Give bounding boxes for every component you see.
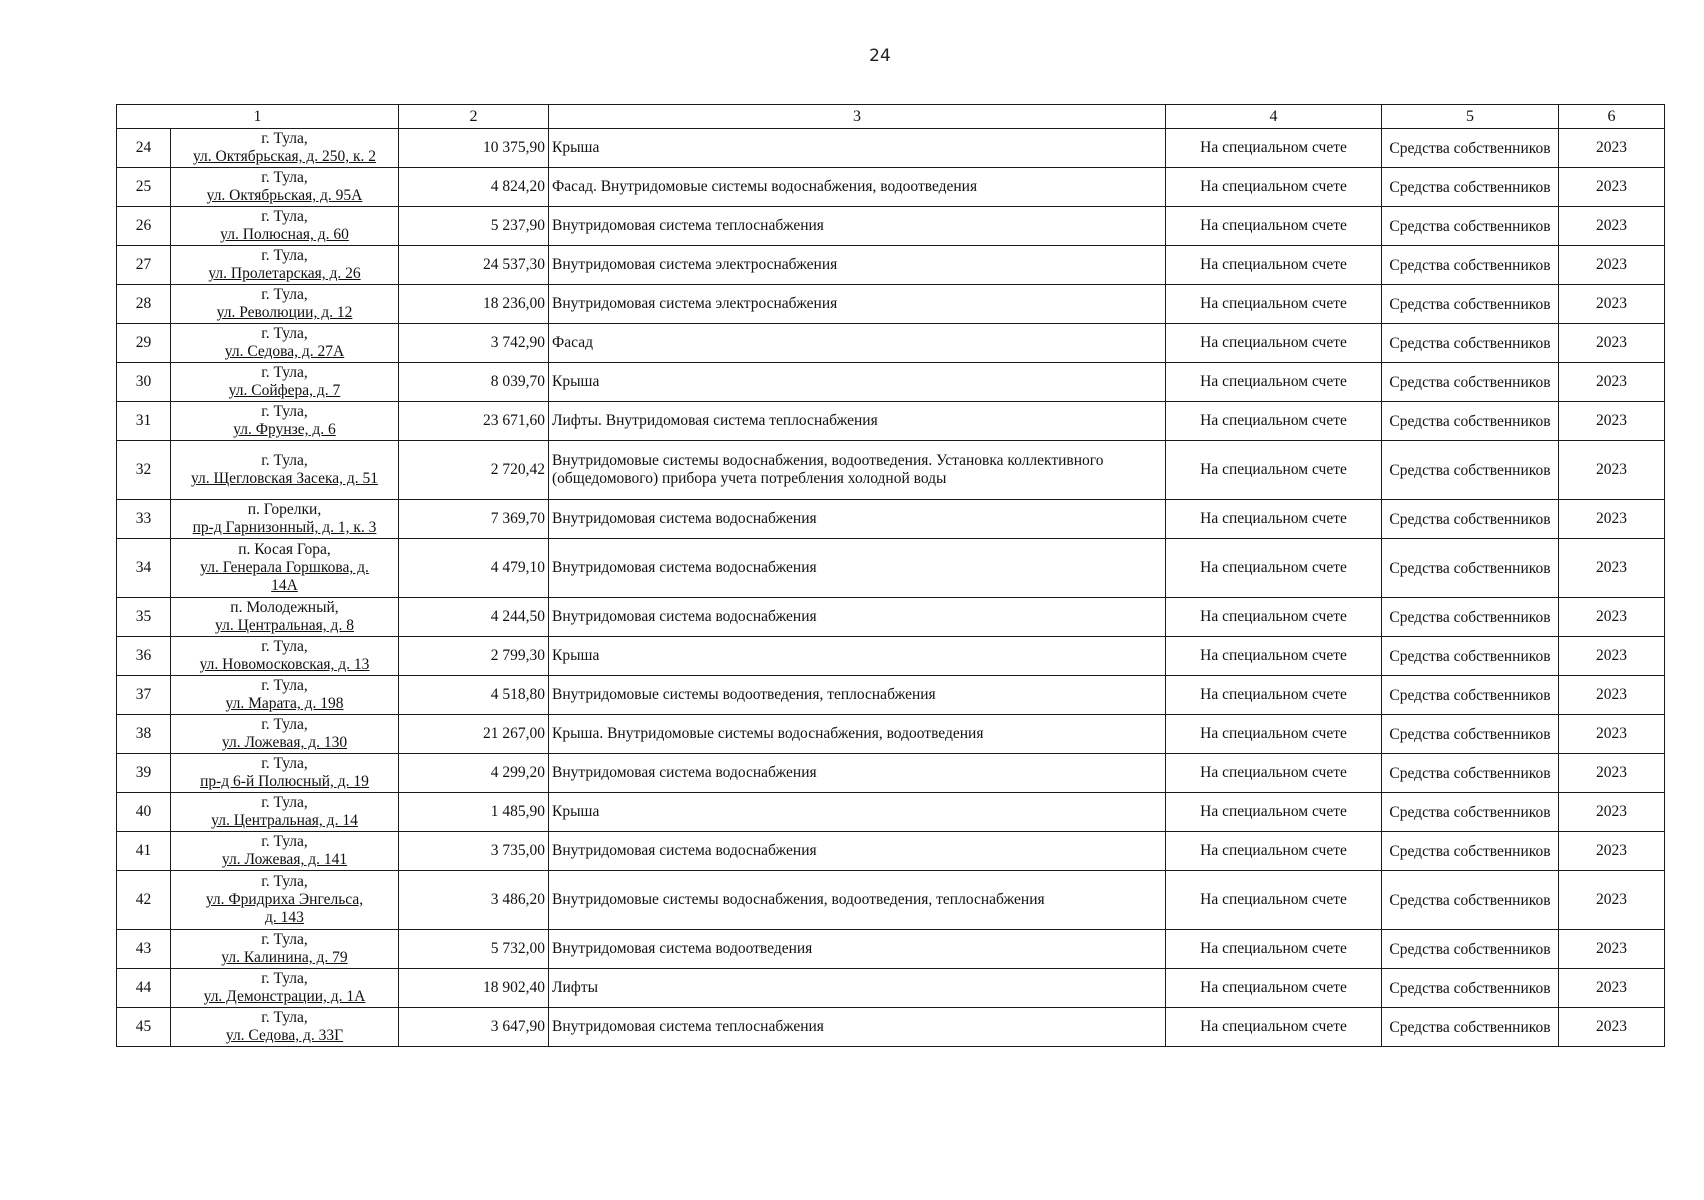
table-row xyxy=(117,832,1665,871)
address-street: ул. Демонстрации, д. 1А xyxy=(203,988,366,1005)
address-locality: г. Тула, xyxy=(261,286,308,303)
row-number: 27 xyxy=(117,246,171,285)
area-cell: 4 479,10 xyxy=(399,539,549,598)
table-row xyxy=(117,871,1665,930)
funding-source-cell: Средства собственников xyxy=(1382,598,1559,637)
address-street: ул. Полюсная, д. 60 xyxy=(220,226,349,243)
area-cell: 18 902,40 xyxy=(399,969,549,1008)
work-type-cell: Внутридомовая система электроснабжения xyxy=(549,246,1166,285)
area-cell: 7 369,70 xyxy=(399,500,549,539)
year-cell: 2023 xyxy=(1559,754,1665,793)
area-cell: 3 647,90 xyxy=(399,1008,549,1047)
address-street: ул. Ложевая, д. 141 xyxy=(221,851,348,868)
row-number: 35 xyxy=(117,598,171,637)
fund-method-cell: На специальном счете xyxy=(1166,207,1382,246)
table-row xyxy=(117,754,1665,793)
year-cell: 2023 xyxy=(1559,285,1665,324)
work-type-cell: Крыша xyxy=(549,793,1166,832)
address-locality: г. Тула, xyxy=(261,970,308,987)
header-row xyxy=(117,105,1665,129)
address-locality: г. Тула, xyxy=(261,1009,308,1026)
table-header xyxy=(117,105,1665,129)
area-cell: 5 732,00 xyxy=(399,930,549,969)
year-cell: 2023 xyxy=(1559,168,1665,207)
table-row xyxy=(117,793,1665,832)
address-street: пр-д Гарнизонный, д. 1, к. 3 xyxy=(192,519,377,536)
fund-method-cell: На специальном счете xyxy=(1166,441,1382,500)
funding-source-cell: Средства собственников xyxy=(1382,168,1559,207)
row-number: 44 xyxy=(117,969,171,1008)
row-number: 28 xyxy=(117,285,171,324)
work-type-cell: Внутридомовая система теплоснабжения xyxy=(549,1008,1166,1047)
work-type-cell: Фасад xyxy=(549,324,1166,363)
area-cell: 23 671,60 xyxy=(399,402,549,441)
area-cell: 24 537,30 xyxy=(399,246,549,285)
address-cell xyxy=(171,246,399,285)
fund-method-cell: На специальном счете xyxy=(1166,285,1382,324)
table-row xyxy=(117,969,1665,1008)
work-type-cell: Внутридомовая система водоснабжения xyxy=(549,539,1166,598)
year-cell: 2023 xyxy=(1559,715,1665,754)
address-locality: г. Тула, xyxy=(261,755,308,772)
address-locality: п. Горелки, xyxy=(247,501,322,518)
header-col-4: 4 xyxy=(1166,105,1382,129)
year-cell: 2023 xyxy=(1559,402,1665,441)
header-col-2: 2 xyxy=(399,105,549,129)
year-cell: 2023 xyxy=(1559,129,1665,168)
area-cell: 2 799,30 xyxy=(399,637,549,676)
address-cell xyxy=(171,754,399,793)
funding-source-cell: Средства собственников xyxy=(1382,969,1559,1008)
work-type-cell: Лифты. Внутридомовая система теплоснабжения xyxy=(549,402,1166,441)
address-cell xyxy=(171,871,399,930)
fund-method-cell: На специальном счете xyxy=(1166,598,1382,637)
address-street: ул. Центральная, д. 14 xyxy=(211,812,358,829)
address-locality: г. Тула, xyxy=(261,403,308,420)
address-locality: г. Тула, xyxy=(261,130,308,147)
year-cell: 2023 xyxy=(1559,441,1665,500)
work-type-cell: Внутридомовая система теплоснабжения xyxy=(549,207,1166,246)
address-street: ул. Пролетарская, д. 26 xyxy=(208,265,361,282)
table-row xyxy=(117,402,1665,441)
address-locality: г. Тула, xyxy=(261,931,308,948)
address-street: ул. Революции, д. 12 xyxy=(216,304,353,321)
row-number: 41 xyxy=(117,832,171,871)
funding-source-cell: Средства собственников xyxy=(1382,637,1559,676)
funding-source-cell: Средства собственников xyxy=(1382,793,1559,832)
address-street: ул. Седова, д. 27А xyxy=(224,343,345,360)
fund-method-cell: На специальном счете xyxy=(1166,129,1382,168)
fund-method-cell: На специальном счете xyxy=(1166,168,1382,207)
work-type-cell: Внутридомовая система электроснабжения xyxy=(549,285,1166,324)
year-cell: 2023 xyxy=(1559,793,1665,832)
table-row xyxy=(117,363,1665,402)
table-row xyxy=(117,598,1665,637)
table-row xyxy=(117,539,1665,598)
table-row xyxy=(117,324,1665,363)
funding-source-cell: Средства собственников xyxy=(1382,500,1559,539)
work-type-cell: Крыша xyxy=(549,637,1166,676)
address-street: ул. Седова, д. 33Г xyxy=(225,1027,344,1044)
address-cell xyxy=(171,637,399,676)
work-type-cell: Внутридомовая система водоснабжения xyxy=(549,754,1166,793)
funding-source-cell: Средства собственников xyxy=(1382,715,1559,754)
address-cell xyxy=(171,363,399,402)
row-number: 42 xyxy=(117,871,171,930)
row-number: 30 xyxy=(117,363,171,402)
area-cell: 2 720,42 xyxy=(399,441,549,500)
row-number: 31 xyxy=(117,402,171,441)
funding-source-cell: Средства собственников xyxy=(1382,539,1559,598)
funding-source-cell: Средства собственников xyxy=(1382,246,1559,285)
year-cell: 2023 xyxy=(1559,207,1665,246)
address-street: ул. Новомосковская, д. 13 xyxy=(199,656,370,673)
table-row xyxy=(117,168,1665,207)
fund-method-cell: На специальном счете xyxy=(1166,402,1382,441)
address-locality: г. Тула, xyxy=(261,677,308,694)
address-cell xyxy=(171,969,399,1008)
year-cell: 2023 xyxy=(1559,969,1665,1008)
year-cell: 2023 xyxy=(1559,871,1665,930)
work-type-cell: Фасад. Внутридомовые системы водоснабжения, водоотведения xyxy=(549,168,1166,207)
header-col-6: 6 xyxy=(1559,105,1665,129)
funding-source-cell: Средства собственников xyxy=(1382,324,1559,363)
work-type-cell: Лифты xyxy=(549,969,1166,1008)
row-number: 37 xyxy=(117,676,171,715)
row-number: 32 xyxy=(117,441,171,500)
table-row xyxy=(117,500,1665,539)
fund-method-cell: На специальном счете xyxy=(1166,832,1382,871)
fund-method-cell: На специальном счете xyxy=(1166,363,1382,402)
address-cell xyxy=(171,129,399,168)
fund-method-cell: На специальном счете xyxy=(1166,793,1382,832)
address-locality: п. Косая Гора, xyxy=(238,541,331,558)
funding-source-cell: Средства собственников xyxy=(1382,930,1559,969)
fund-method-cell: На специальном счете xyxy=(1166,676,1382,715)
address-cell xyxy=(171,539,399,598)
address-street: ул. Фридриха Энгельса, xyxy=(205,891,364,908)
page-number: 24 xyxy=(869,46,891,66)
header-col-5: 5 xyxy=(1382,105,1559,129)
funding-source-cell: Средства собственников xyxy=(1382,676,1559,715)
funding-source-cell: Средства собственников xyxy=(1382,207,1559,246)
work-type-cell: Крыша xyxy=(549,129,1166,168)
work-type-cell: Крыша xyxy=(549,363,1166,402)
address-street: ул. Октябрьская, д. 95А xyxy=(206,187,363,204)
year-cell: 2023 xyxy=(1559,500,1665,539)
row-number: 26 xyxy=(117,207,171,246)
row-number: 40 xyxy=(117,793,171,832)
area-cell: 3 486,20 xyxy=(399,871,549,930)
funding-source-cell: Средства собственников xyxy=(1382,1008,1559,1047)
table-row xyxy=(117,715,1665,754)
address-locality: г. Тула, xyxy=(261,452,308,469)
row-number: 33 xyxy=(117,500,171,539)
address-street: ул. Генерала Горшкова, д. xyxy=(200,559,369,576)
year-cell: 2023 xyxy=(1559,676,1665,715)
work-type-cell: Внутридомовая система водоснабжения xyxy=(549,598,1166,637)
fund-method-cell: На специальном счете xyxy=(1166,539,1382,598)
fund-method-cell: На специальном счете xyxy=(1166,715,1382,754)
work-type-cell: Внутридомовая система водоснабжения xyxy=(549,832,1166,871)
address-locality: г. Тула, xyxy=(261,325,308,342)
address-locality: г. Тула, xyxy=(261,716,308,733)
address-cell xyxy=(171,676,399,715)
fund-method-cell: На специальном счете xyxy=(1166,1008,1382,1047)
table-row xyxy=(117,441,1665,500)
header-col-3: 3 xyxy=(549,105,1166,129)
year-cell: 2023 xyxy=(1559,246,1665,285)
funding-source-cell: Средства собственников xyxy=(1382,441,1559,500)
row-number: 24 xyxy=(117,129,171,168)
fund-method-cell: На специальном счете xyxy=(1166,637,1382,676)
register-table xyxy=(116,104,1665,1047)
address-cell xyxy=(171,324,399,363)
area-cell: 3 735,00 xyxy=(399,832,549,871)
address-street: пр-д 6-й Полюсный, д. 19 xyxy=(200,773,369,790)
year-cell: 2023 xyxy=(1559,832,1665,871)
fund-method-cell: На специальном счете xyxy=(1166,969,1382,1008)
header-col-1: 1 xyxy=(117,105,399,129)
work-type-cell: Крыша. Внутридомовые системы водоснабжения, водоотведения xyxy=(549,715,1166,754)
address-street: ул. Щегловская Засека, д. 51 xyxy=(190,470,379,487)
address-cell xyxy=(171,832,399,871)
table-row xyxy=(117,1008,1665,1047)
address-locality: г. Тула, xyxy=(261,247,308,264)
address-street: ул. Сойфера, д. 7 xyxy=(228,382,341,399)
row-number: 38 xyxy=(117,715,171,754)
area-cell: 10 375,90 xyxy=(399,129,549,168)
area-cell: 21 267,00 xyxy=(399,715,549,754)
address-locality: г. Тула, xyxy=(261,833,308,850)
address-locality: г. Тула, xyxy=(261,873,308,890)
funding-source-cell: Средства собственников xyxy=(1382,363,1559,402)
funding-source-cell: Средства собственников xyxy=(1382,871,1559,930)
fund-method-cell: На специальном счете xyxy=(1166,754,1382,793)
table-row xyxy=(117,676,1665,715)
table-body xyxy=(117,129,1665,1047)
funding-source-cell: Средства собственников xyxy=(1382,129,1559,168)
table-row xyxy=(117,285,1665,324)
address-street: ул. Калинина, д. 79 xyxy=(221,949,348,966)
table-row xyxy=(117,246,1665,285)
row-number: 34 xyxy=(117,539,171,598)
address-cell xyxy=(171,285,399,324)
area-cell: 3 742,90 xyxy=(399,324,549,363)
table-row xyxy=(117,207,1665,246)
address-cell xyxy=(171,168,399,207)
address-locality: г. Тула, xyxy=(261,794,308,811)
year-cell: 2023 xyxy=(1559,637,1665,676)
work-type-cell: Внутридомовые системы водоотведения, теплоснабжения xyxy=(549,676,1166,715)
row-number: 45 xyxy=(117,1008,171,1047)
area-cell: 1 485,90 xyxy=(399,793,549,832)
area-cell: 4 518,80 xyxy=(399,676,549,715)
work-type-cell: Внутридомовая система водоснабжения xyxy=(549,500,1166,539)
funding-source-cell: Средства собственников xyxy=(1382,832,1559,871)
year-cell: 2023 xyxy=(1559,1008,1665,1047)
row-number: 39 xyxy=(117,754,171,793)
row-number: 29 xyxy=(117,324,171,363)
address-building: 14А xyxy=(271,577,298,594)
address-street: ул. Фрунзе, д. 6 xyxy=(233,421,336,438)
funding-source-cell: Средства собственников xyxy=(1382,754,1559,793)
address-cell xyxy=(171,500,399,539)
work-type-cell: Внутридомовая система водоотведения xyxy=(549,930,1166,969)
funding-source-cell: Средства собственников xyxy=(1382,285,1559,324)
area-cell: 8 039,70 xyxy=(399,363,549,402)
address-cell xyxy=(171,1008,399,1047)
work-type-cell: Внутридомовые системы водоснабжения, водоотведения, теплоснабжения xyxy=(549,871,1166,930)
funding-source-cell: Средства собственников xyxy=(1382,402,1559,441)
year-cell: 2023 xyxy=(1559,539,1665,598)
address-cell xyxy=(171,930,399,969)
address-cell xyxy=(171,207,399,246)
address-locality: г. Тула, xyxy=(261,169,308,186)
address-cell xyxy=(171,402,399,441)
area-cell: 5 237,90 xyxy=(399,207,549,246)
address-locality: г. Тула, xyxy=(261,364,308,381)
fund-method-cell: На специальном счете xyxy=(1166,324,1382,363)
row-number: 43 xyxy=(117,930,171,969)
row-number: 36 xyxy=(117,637,171,676)
year-cell: 2023 xyxy=(1559,363,1665,402)
table-row xyxy=(117,129,1665,168)
table-row xyxy=(117,637,1665,676)
fund-method-cell: На специальном счете xyxy=(1166,871,1382,930)
address-locality: п. Молодежный, xyxy=(230,599,339,616)
address-street: ул. Центральная, д. 8 xyxy=(215,617,354,634)
area-cell: 4 299,20 xyxy=(399,754,549,793)
address-cell xyxy=(171,715,399,754)
address-street: ул. Ложевая, д. 130 xyxy=(221,734,348,751)
address-street: ул. Марата, д. 198 xyxy=(225,695,344,712)
area-cell: 4 824,20 xyxy=(399,168,549,207)
year-cell: 2023 xyxy=(1559,598,1665,637)
work-type-cell: Внутридомовые системы водоснабжения, водоотведения. Установка коллективного (общедомового) прибора учета потребления холодной воды xyxy=(549,441,1166,500)
address-building: д. 143 xyxy=(265,909,304,926)
address-street: ул. Октябрьская, д. 250, к. 2 xyxy=(192,148,377,165)
address-cell xyxy=(171,793,399,832)
table-row xyxy=(117,930,1665,969)
address-locality: г. Тула, xyxy=(261,638,308,655)
fund-method-cell: На специальном счете xyxy=(1166,930,1382,969)
year-cell: 2023 xyxy=(1559,930,1665,969)
address-cell xyxy=(171,441,399,500)
year-cell: 2023 xyxy=(1559,324,1665,363)
address-cell xyxy=(171,598,399,637)
address-locality: г. Тула, xyxy=(261,208,308,225)
area-cell: 18 236,00 xyxy=(399,285,549,324)
row-number: 25 xyxy=(117,168,171,207)
area-cell: 4 244,50 xyxy=(399,598,549,637)
fund-method-cell: На специальном счете xyxy=(1166,500,1382,539)
fund-method-cell: На специальном счете xyxy=(1166,246,1382,285)
